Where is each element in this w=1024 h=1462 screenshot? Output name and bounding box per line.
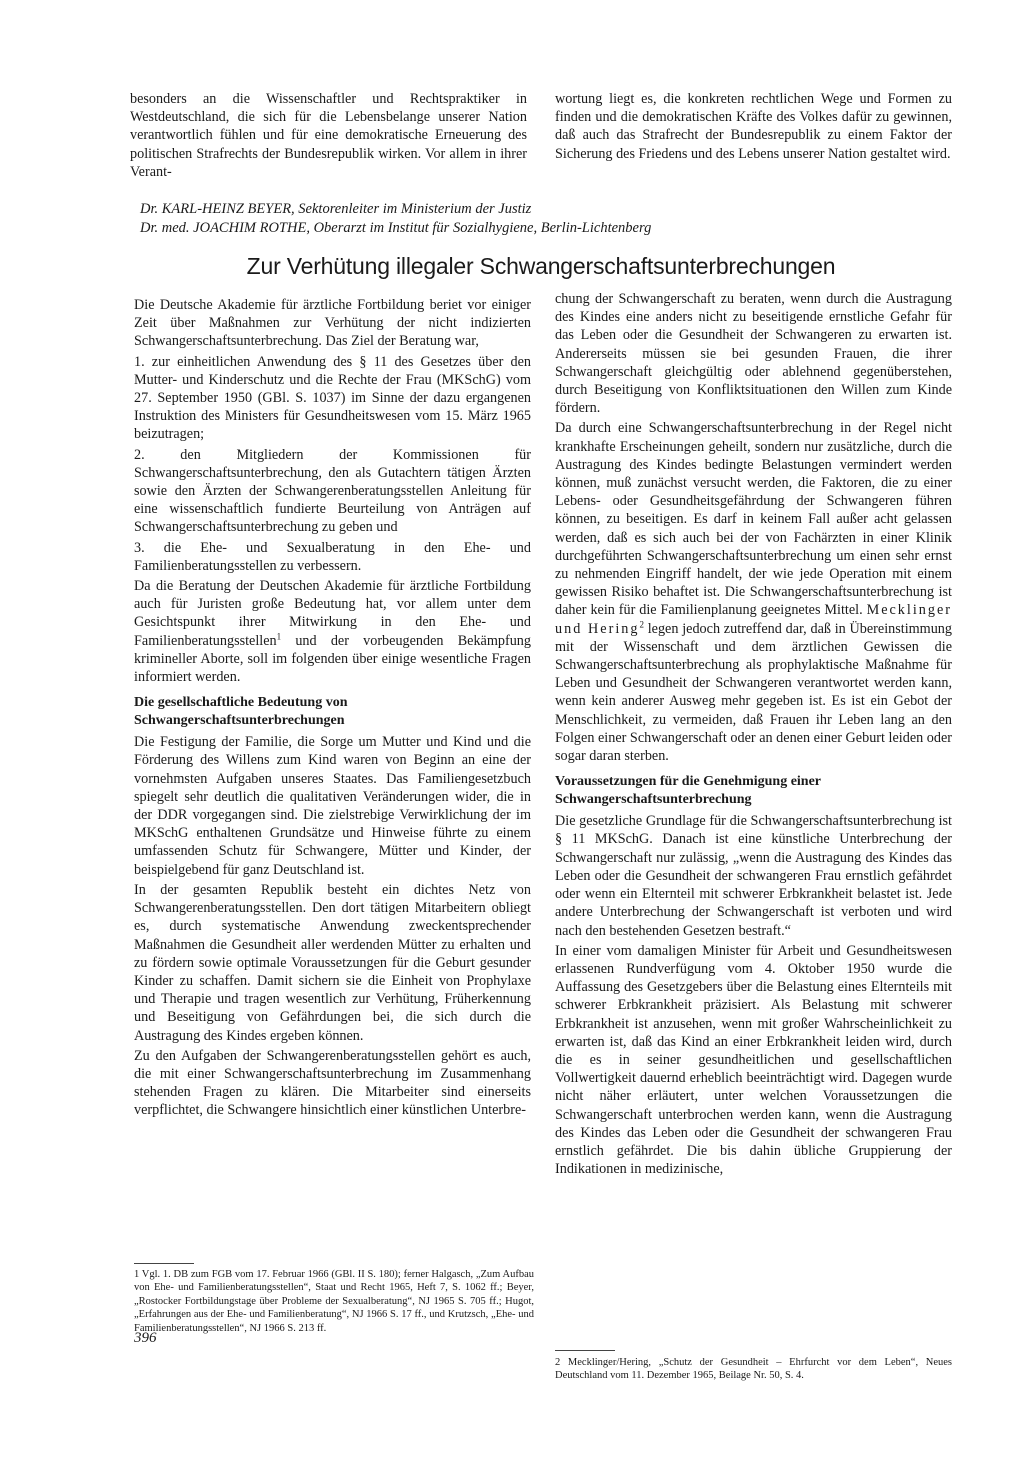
left-column: [134, 296, 531, 1122]
paragraph: 2. den Mitgliedern der Kommissionen für Schwangerschaftsunterbrechung, den als Gutachtern tätigen Ärzten sowie den Ärzten der Schwangerenberatungsstellen Anleitung für eine wissenschaftlich fundierte Beurteilung von Anträgen auf Schwangerschaftsunterbrechung zu geben und: [134, 446, 531, 536]
paragraph: [555, 419, 952, 765]
right-column: [555, 290, 952, 1180]
page-number: 396: [134, 1330, 157, 1346]
author-line: Dr. med. JOACHIM ROTHE, Oberarzt im Institut für Sozialhygiene, Berlin-Lichtenberg: [140, 220, 652, 236]
footnote-ref: 1: [276, 630, 282, 641]
footnote-divider: [555, 1350, 615, 1351]
paragraph: Zu den Aufgaben der Schwangerenberatungsstellen gehört es auch, die mit einer Schwangerschaftsunterbrechung im Zusammenhang stehenden Fragen zu klären. Die Mitarbeiter sind einerseits verpflichtet, die Schwangere hinsichtlich einer künstlichen Unterbre-: [134, 1047, 531, 1119]
footnote-1: [134, 1268, 534, 1335]
author-lines: [140, 200, 900, 238]
footnote-divider: [134, 1263, 194, 1264]
paragraph: Die Deutsche Akademie für ärztliche Fortbildung beriet vor einiger Zeit über Maßnahmen zur Verhütung der nicht indizierten Schwangerschaftsunterbrechung. Das Ziel der Beratung war,: [134, 297, 531, 350]
author-names: Mecklinger und Hering: [555, 602, 952, 637]
text-run: Da durch eine Schwangerschaftsunterbrechung in der Regel nicht krankhafte Erscheinungen geheilt, sondern nur zusätzliche, durch die Austragung des Kindes bedingte Belastungen vermindert werden können, muß zunächst versucht werden, die Faktoren, die zu einer Lebens- oder Gesundheitsgefährdung der Schwangeren führen können, zu beseitigen. Es darf in keinem Fall außer acht gelassen werden, daß es sich auch bei der von Fachärzten in einer Klinik durchgeführten Schwangerschaftsunterbrechung um einen sehr ernst zu nehmenden Eingriff handelt, der wie jede Operation mit einem gewissen Risiko behaftet ist. Die Schwangerschaftsunterbrechung ist daher kein für die Familienplanung geeignetes Mittel.: [555, 420, 952, 619]
article-title: Zur Verhütung illegaler Schwangerschaftsunterbrechungen: [246, 253, 836, 279]
paragraph: Die gesetzliche Grundlage für die Schwangerschaftsunterbrechung ist § 11 MKSchG. Danach ist eine künstliche Unterbrechung der Schwangerschaft nur zulässig, „wenn die Austragung des Kindes das Leben oder die Gesundheit der schwangeren Frau ernstlich gefährdet oder wenn ein Elternteil mit schwerer Erbkrankheit belastet ist. Jede andere Unterbrechung der Schwangerschaft ist verboten und wird nach den bestehenden Gesetzen bestraft.“: [555, 813, 952, 939]
paragraph: wortung liegt es, die konkreten rechtlichen Wege und Formen zu finden und die demokratischen Kräfte des Volkes dafür zu gewinnen, daß auch das Strafrecht der Bundesrepublik zu einem Faktor der Sicherung des Friedens und des Lebens unserer Nation gestaltet wird.: [555, 91, 952, 162]
top-right-paragraph: [555, 90, 952, 165]
footnote-text: 1 Vgl. 1. DB zum FGB vom 17. Februar 1966 (GBl. II S. 180); ferner Halgasch, „Zum Aufbau von Ehe- und Familienberatungsstellen“, Staat und Recht 1965, Heft 7, S. 1062 ff.; Beyer, „Rostocker Fortbildungstage über Probleme der Sexualberatung“, NJ 1965 S. 705 ff.; Hugot, „Erfahrungen aus der Ehe- und Familienberatung“, NJ 1966 S. 17 ff., und Krutzsch, „Ehe- und Familienberatungsstellen“, NJ 1966 S. 213 ff.: [134, 1269, 534, 1334]
footnote-text: 2 Mecklinger/Hering, „Schutz der Gesundheit – Ehrfurcht vor dem Leben“, Neues Deutschland vom 11. Dezember 1965, Beilage Nr. 50, S. 4.: [555, 1357, 952, 1382]
author-line: Dr. KARL-HEINZ BEYER, Sektorenleiter im Ministerium der Justiz: [140, 201, 532, 217]
text-run: und der vorbeugenden Bekämpfung krimineller Aborte, soll im folgenden über einige wesentliche Fragen informiert werden.: [134, 632, 531, 686]
section-heading: Die gesellschaftliche Bedeutung von Schwangerschaftsunterbrechungen: [134, 695, 348, 728]
footnote-ref: 2: [639, 618, 644, 629]
paragraph: 1. zur einheitlichen Anwendung des § 11 des Gesetzes über den Mutter- und Kinderschutz und die Rechte der Frau (MKSchG) vom 27. September 1950 (GBl. S. 1037) im Sinne der dazu ergangenen Instruktion des Ministers für Gesundheitswesen vom 15. März 1965 beizutragen;: [134, 353, 531, 443]
paragraph: [134, 577, 531, 686]
section-heading: Voraussetzungen für die Genehmigung einer Schwangerschaftsunterbrechung: [555, 774, 821, 807]
text-run: legen jedoch zutreffend dar, daß in Übereinstimmung mit der Wissenschaft und dem ärztlichen Gewissen die Schwangerschaftsunterbrechung als prophylaktische Maßnahme für Leben und Gesundheit der Schwangeren verantwortet werden kann, wenn kein anderer Ausweg mehr gegeben ist. Es ist ein Gebot der Menschlichkeit, zu vermeiden, daß Frauen ihr Leben lang an den Folgen einer Schwangerschaft oder an denen einer Geburt leiden oder sogar daran sterben.: [555, 620, 952, 765]
paragraph: besonders an die Wissenschaftler und Rechtspraktiker in Westdeutschland, die sich für die Lebensbelange unserer Nation verantwortlich fühlen und für eine demokratische Erneuerung des politischen Strafrechts der Bundesrepublik wirken. Vor allem in ihrer Verant-: [130, 91, 527, 180]
top-left-paragraph: [130, 90, 527, 183]
paragraph: chung der Schwangerschaft zu beraten, wenn durch die Austragung des Kindes eine anders nicht zu beseitigende ernstliche Gefahr für das Leben oder die Gesundheit der Schwangeren zu erwarten ist. Andererseits müssen sie bei gesunden Frauen, die ihrer Schwangerschaft gleichgültig oder ablehnend gegenüberstehen, durch Beseitigung von Konfliktsituationen den Willen zum Kinde fördern.: [555, 291, 952, 417]
paragraph: In einer vom damaligen Minister für Arbeit und Gesundheitswesen erlassenen Rundverfügung vom 4. Oktober 1950 wurde die Auffassung des Gesetzgebers über die Belastung eines Elternteils mit schwerer Erbkrankheit präzisiert. Als Belastung mit schwerer Erbkrankheit ist anzusehen, wenn mit großer Wahrscheinlichkeit zu erwarten ist, daß das Kind an einer Erbkrankheit leiden wird, durch die es in seiner gesundheitlichen und gesellschaftlichen Vollwertigkeit dauernd erheblich beeinträchtigt wird. Dagegen wurde nicht näher erläutert, unter welchen Voraussetzungen die Schwangerschaft unterbrochen werden kann, wenn die Austragung des Kindes das Leben oder die Gesundheit der schwangeren Frau ernstlich gefährdet. Die bis dahin übliche Gruppierung der Indikationen in medizinische,: [555, 942, 952, 1178]
paragraph: In der gesamten Republik besteht ein dichtes Netz von Schwangerenberatungsstellen. Den dort tätigen Mitarbeitern obliegt es, durch systematische Anwendung zweckentsprechender Maßnahmen die Gesundheit aller werdenden Mütter zu erhalten und zu fördern sowie optimale Voraussetzungen für die Geburt gesunder Kinder zu schaffen. Damit sichern sie die Einheit von Prophylaxe und Therapie und tragen wesentlich zur Verhütung, Früherkennung und Beseitigung von Gefährdungen bei, die sich durch die Austragung des Kindes ergeben können.: [134, 881, 531, 1044]
text-run: Da die Beratung der Deutschen Akademie für ärztliche Fortbildung auch für Juristen große Bedeutung hat, vor allem unter dem Gesichtspunkt ihrer Mitwirkung in den Ehe- und Familienberatungsstellen: [134, 578, 531, 649]
paragraph: 3. die Ehe- und Sexualberatung in den Ehe- und Familienberatungsstellen zu verbessern.: [134, 539, 531, 574]
paragraph: Die Festigung der Familie, die Sorge um Mutter und Kind und die Förderung des Willens zum Kind waren von Beginn an eine der vornehmsten Aufgaben unseres Staates. Das Familiengesetzbuch spiegelt sehr deutlich die qualitativen Veränderungen wider, die in der DDR vorgegangen sind. Die zielstrebige Verwirklichung der im MKSchG enthaltenen Grundsätze und Hinweise führte zu einem umfassenden Schutz für Schwangere, Mütter und Kinder, der beispielgebend für ganz Deutschland ist.: [134, 734, 531, 878]
footnote-2: [555, 1356, 952, 1383]
